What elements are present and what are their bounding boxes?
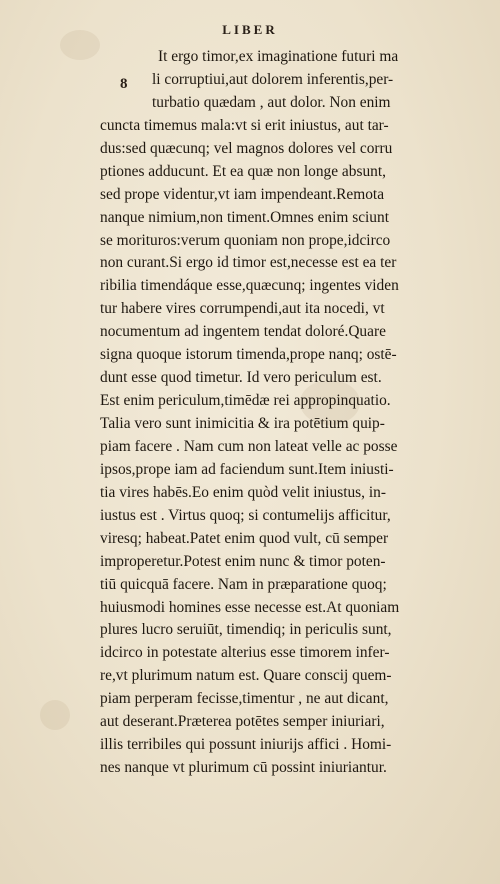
text-line: dus:sed quæcunq; vel magnos dolores vel corru	[100, 139, 393, 157]
text-line: tia vires habēs.Eo enim quòd velit iniustus, in-	[100, 483, 386, 501]
text-line: Talia vero sunt inimicitia & ira potētium quip-	[100, 415, 385, 432]
paper-stain	[40, 700, 70, 730]
text-line: piam perperam fecisse,timentur , ne aut dicant,	[100, 690, 389, 708]
text-line: plures lucro seruiūt, timendiq; in periculis sunt,	[100, 621, 392, 639]
text-line: ribilia timendáque esse,quæcunq; ingentes viden	[100, 277, 399, 295]
text-line: nocumentum ad ingentem tendat doloré.Quare	[100, 323, 386, 341]
body-text	[100, 46, 470, 780]
text-line: piam facere . Nam cum non lateat velle ac posse	[100, 437, 398, 455]
text-line: li corruptiui,aut dolorem inferentis,per-	[152, 70, 394, 88]
text-line: viresq; habeat.Patet enim quod vult, cū semper	[100, 529, 389, 547]
text-line: huiusmodi homines esse necesse est.At quoniam	[100, 598, 400, 616]
text-line: sed prope videntur,vt iam impendeant.Remota	[100, 185, 385, 203]
text-line: improperetur.Potest enim nunc & timor poten-	[100, 552, 386, 570]
text-line: Est enim periculum,timēdæ rei appropinquatio.	[100, 392, 391, 410]
text-line: nes nanque vt plurimum cū possint iniuriantur.	[100, 759, 387, 777]
text-line: cuncta timemus mala:vt si erit iniustus, aut tar-	[100, 116, 389, 134]
text-line: non curant.Si ergo id timor est,necesse est ea ter	[100, 254, 397, 272]
text-line: signa quoque istorum timenda,prope nanq; ostē-	[100, 346, 397, 364]
page-header: LIBER	[222, 22, 278, 37]
text-line: aut deserant.Præterea potētes semper iniuriari,	[100, 713, 385, 731]
text-line: ipsos,prope iam ad faciendum sunt.Item iniusti-	[100, 460, 394, 478]
text-line: iustus est . Virtus quoq; si contumelijs afficitur,	[100, 506, 391, 524]
text-line: tiū quicquā facere. Nam in præparatione quoq;	[100, 575, 387, 593]
margin-mark: 8	[120, 76, 128, 92]
text-line: se morituros:verum quoniam non prope,idcirco	[100, 231, 391, 249]
text-line: tur habere vires corrumpendi,aut ita nocedi, vt	[100, 300, 385, 318]
text-line: idcirco in potestate alterius esse timorem infer-	[100, 644, 390, 662]
text-line: nanque nimium,non timent.Omnes enim sciunt	[100, 208, 389, 226]
text-line: It ergo timor,ex imaginatione futuri ma	[158, 48, 399, 65]
text-line: re,vt plurimum natum est. Quare conscij quem-	[100, 667, 392, 685]
text-line: illis terribiles qui possunt iniurijs affici . Homi-	[100, 736, 392, 754]
text-line: turbatio quædam , aut dolor. Non enim	[152, 93, 391, 111]
text-line: ptiones adducunt. Et ea quæ non longe absunt,	[100, 162, 386, 180]
text-line: dunt esse quod timetur. Id vero periculum est.	[100, 369, 382, 387]
